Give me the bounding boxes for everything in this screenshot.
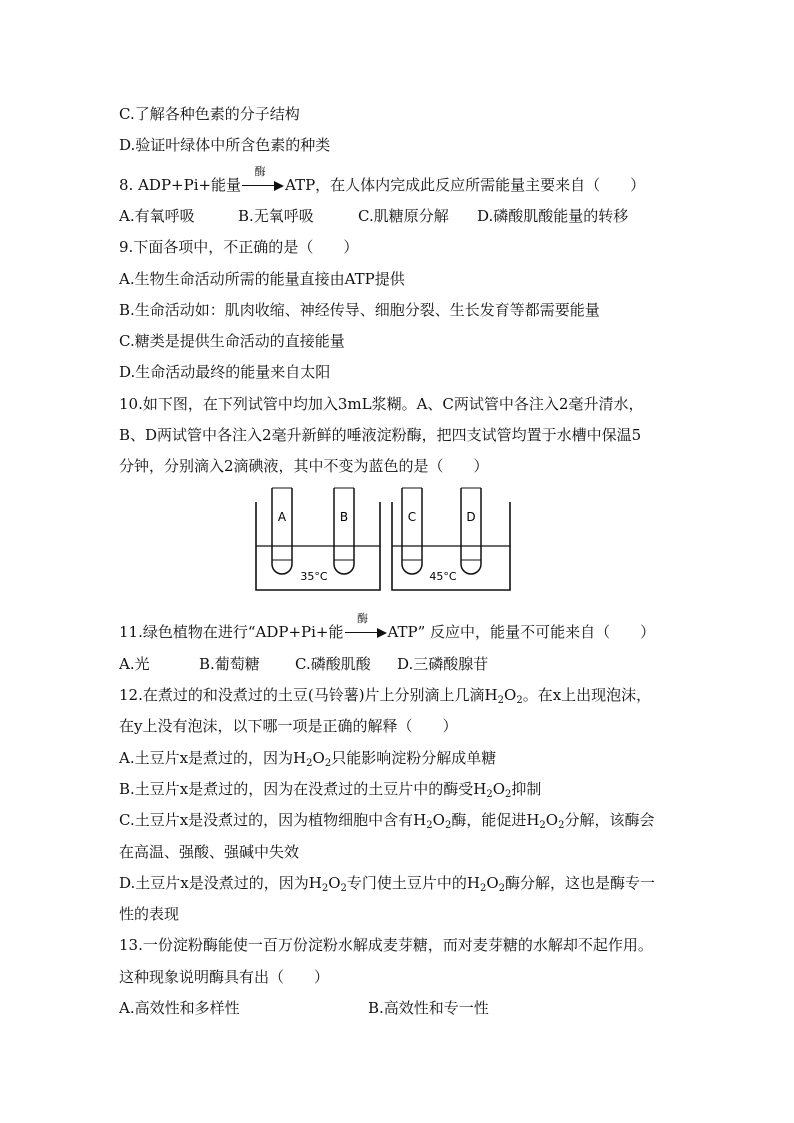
q11-stem-part1: 11.绿色植物在进行“ADP+Pi+能: [119, 623, 344, 641]
subscript: 2: [497, 695, 505, 706]
q12-stem-text: 12.在煮过的和没煮过的土豆(马铃薯)片上分别滴上几滴H: [119, 686, 498, 704]
reaction-arrow-icon: [242, 165, 284, 195]
option-text: O: [492, 780, 506, 798]
q12-option-a: [119, 748, 496, 768]
q12-stem-text: 。在x上出现泡沫，: [522, 686, 652, 704]
q11-option-c: C.磷酸肌酸: [295, 655, 371, 673]
q8-option-c: C.肌糖原分解: [358, 207, 449, 225]
option-text: 专门使土豆片中的H: [346, 874, 480, 892]
subscript: 2: [324, 758, 332, 769]
test-tube-b: [334, 488, 354, 574]
temperature-right: 45°C: [429, 570, 457, 583]
q11-option-b: B.葡萄糖: [199, 655, 260, 673]
q13-line1: 13.一份淀粉酶能使一百万份淀粉水解成麦芽糖，而对麦芽糖的水解却不起作用。: [119, 936, 653, 954]
q12-option-b: [119, 779, 541, 799]
option-text: 抑制: [511, 780, 542, 798]
q11-stem: [119, 612, 656, 642]
q8-option-a: A.有氧呼吸: [119, 207, 195, 225]
enzyme-label: 酶: [254, 165, 266, 178]
option-text: O: [486, 874, 499, 892]
tube-label-d: D: [466, 510, 476, 524]
option-text: O: [545, 811, 559, 829]
q11-stem-part2: ATP” 反应中，能量不可能来自（ ）: [387, 623, 656, 641]
subscript: 2: [306, 758, 313, 769]
q11-option-d: D.三磷酸腺苷: [397, 655, 489, 673]
q12-option-c-line2: 在高温、强酸、强碱中失效: [119, 843, 300, 861]
q12-stem-text: O: [504, 686, 517, 704]
reaction-arrow-icon: [345, 612, 387, 642]
option-text: O: [432, 811, 445, 829]
q10-line1: 10.如下图，在下列试管中均加入3mL浆糊。A、C两试管中各注入2毫升清水，: [119, 395, 644, 413]
option-text: 酶分解，这也是酶专一: [505, 874, 656, 892]
test-tube-figure: [252, 484, 514, 596]
q13-option-a: A.高效性和多样性: [119, 999, 240, 1017]
option-text: 只能影响淀粉分解成单糖: [331, 749, 497, 767]
option-text: O: [328, 874, 341, 892]
option-text: B.土豆片x是煮过的，因为在没煮过的土豆片中的酶受H: [119, 780, 487, 798]
q9-option-b: B.生命活动如：肌肉收缩、神经传导、细胞分裂、生长发育等都需要能量: [119, 301, 600, 319]
subscript: 2: [486, 789, 493, 800]
q12-option-d-line2: 性的表现: [119, 905, 180, 923]
subscript: 2: [505, 789, 512, 800]
subscript: 2: [479, 883, 487, 894]
q10-line2: B、D两试管中各注入2毫升新鲜的唾液淀粉酶，把四支试管均置于水槽中保温5: [119, 426, 642, 444]
option-text: O: [312, 749, 325, 767]
test-tube-d: [461, 488, 481, 574]
test-tube-c: [402, 488, 422, 574]
subscript: 2: [426, 820, 433, 831]
q7-option-d: D.验证叶绿体中所含色素的种类: [119, 136, 331, 154]
option-text: C.土豆片x是没煮过的，因为植物细胞中含有H: [119, 811, 427, 829]
subscript: 2: [516, 695, 523, 706]
q7-option-c: C.了解各种色素的分子结构: [119, 105, 300, 123]
temperature-left: 35°C: [300, 570, 328, 583]
q8-stem-part1: 8. ADP+Pi+能量: [119, 176, 242, 194]
subscript: 2: [558, 820, 565, 831]
q8-option-d: D.磷酸肌酸能量的转移: [477, 207, 629, 225]
tube-label-b: B: [339, 510, 349, 524]
q13-line2: 这种现象说明酶具有出（ ）: [119, 968, 330, 986]
q12-option-c: [119, 810, 655, 830]
subscript: 2: [498, 883, 506, 894]
subscript: 2: [539, 820, 546, 831]
q10-line3: 分钟，分别滴入2滴碘液，其中不变为蓝色的是（ ）: [119, 457, 489, 475]
option-text: 酶，能促进H: [451, 811, 540, 829]
q12-stem: [119, 685, 651, 705]
q8-stem-part2: ATP，在人体内完成此反应所需能量主要来自（ ）: [285, 176, 646, 194]
q9-option-c: C.糖类是提供生命活动的直接能量: [119, 332, 345, 350]
subscript: 2: [321, 883, 329, 894]
subscript: 2: [340, 883, 347, 894]
test-tube-a: [272, 488, 292, 574]
q13-option-b: B.高效性和专一性: [368, 999, 489, 1017]
tube-label-c: C: [407, 510, 417, 524]
subscript: 2: [444, 820, 452, 831]
q9-stem: 9.下面各项中，不正确的是（ ）: [119, 238, 359, 256]
option-text: A.土豆片x是煮过的，因为H: [119, 749, 307, 767]
q12-stem-line2: 在y上没有泡沫，以下哪一项是正确的解释（ ）: [119, 717, 458, 735]
q12-option-d: [119, 873, 655, 893]
q8-stem: [119, 165, 646, 195]
q11-option-a: A.光: [119, 655, 150, 673]
enzyme-label: 酶: [357, 612, 369, 625]
option-text: 分解，该酶会: [564, 811, 655, 829]
q8-option-b: B.无氧呼吸: [238, 207, 314, 225]
tube-label-a: A: [277, 510, 287, 524]
q9-option-a: A.生物生命活动所需的能量直接由ATP提供: [119, 270, 405, 288]
q9-option-d: D.生命活动最终的能量来自太阳: [119, 363, 331, 381]
option-text: D.土豆片x是没煮过的，因为H: [119, 874, 322, 892]
